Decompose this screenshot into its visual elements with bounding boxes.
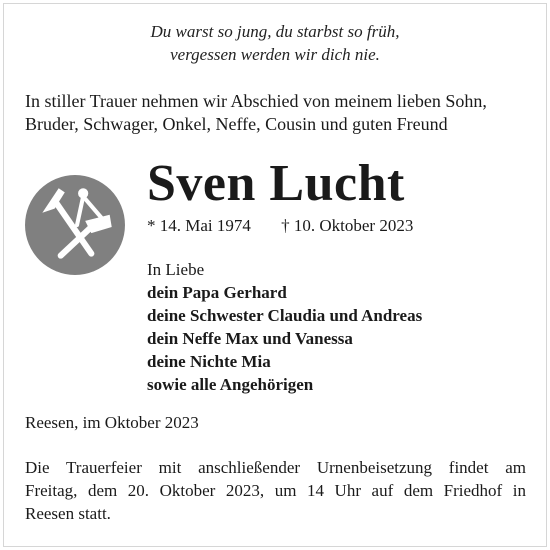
- birth-date: * 14. Mai 1974: [147, 216, 251, 235]
- ceremony-info: [25, 456, 526, 525]
- mourners-opening: In Liebe: [147, 260, 205, 279]
- mourner-line: dein Papa Gerhard: [147, 283, 287, 302]
- ceremony-line: Die Trauerfeier mit anschließender Urnenbeisetzung findet am: [25, 458, 526, 477]
- mourner-line: sowie alle Angehörigen: [147, 375, 314, 394]
- intro-line: In stiller Trauer nehmen wir Abschied von meinem lieben Sohn,: [25, 91, 487, 111]
- mourner-line: deine Nichte Mia: [147, 352, 271, 371]
- ceremony-line: Freitag, dem 20. Oktober 2023, um 14 Uhr auf dem Friedhof in: [25, 481, 526, 500]
- life-dates: [147, 215, 413, 237]
- intro-line: Bruder, Schwager, Onkel, Neffe, Cousin und guten Freund: [25, 114, 448, 134]
- poem-line: Du warst so jung, du starbst so früh,: [150, 22, 400, 41]
- memorial-poem: [0, 20, 550, 66]
- roofer-guild-emblem-icon: [24, 174, 126, 276]
- place-and-date: Reesen, im Oktober 2023: [25, 413, 199, 432]
- mourners-block: [147, 258, 422, 396]
- deceased-name: Sven Lucht: [147, 155, 405, 212]
- death-date: † 10. Oktober 2023: [281, 216, 414, 235]
- mourner-line: dein Neffe Max und Vanessa: [147, 329, 353, 348]
- poem-line: vergessen werden wir dich nie.: [170, 45, 380, 64]
- intro-text: [25, 90, 535, 136]
- ceremony-line: Reesen statt.: [25, 504, 111, 523]
- mourner-line: deine Schwester Claudia und Andreas: [147, 306, 423, 325]
